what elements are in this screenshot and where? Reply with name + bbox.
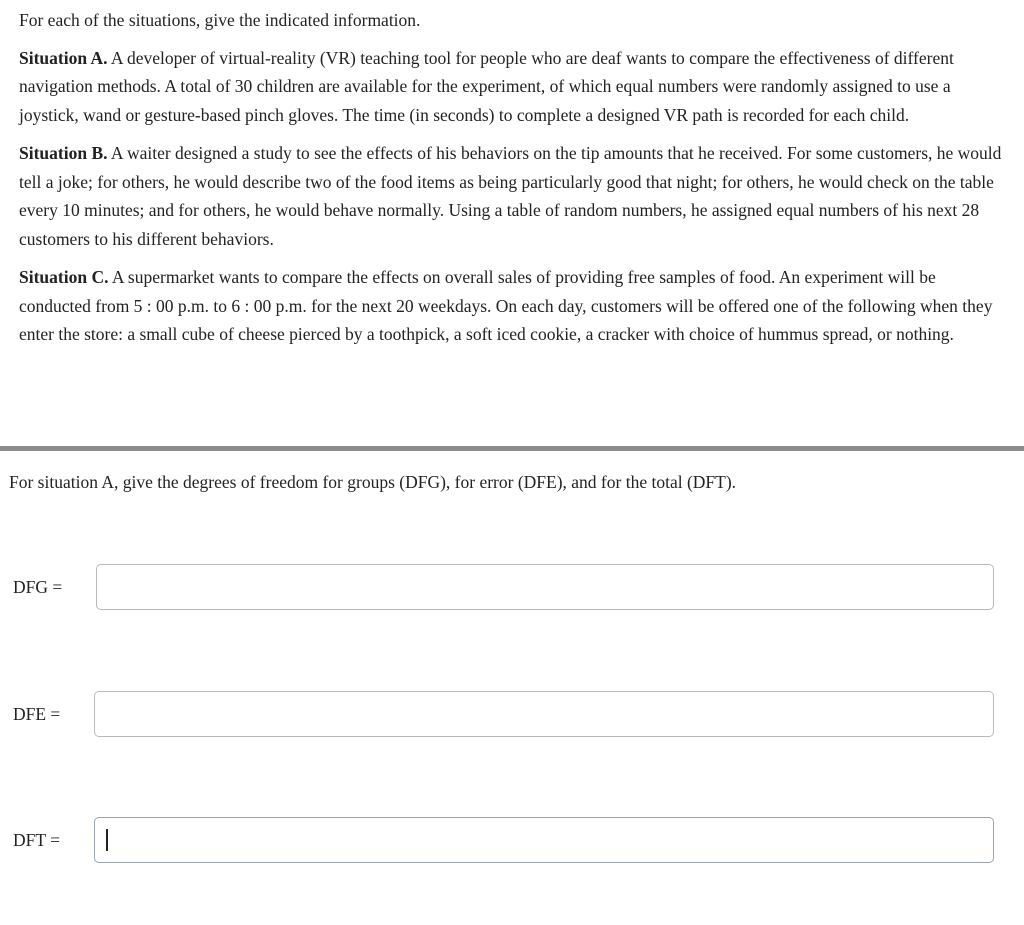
situation-c-title: Situation C. <box>19 267 109 287</box>
dfg-label: DFG = <box>13 577 63 597</box>
dfg-input[interactable] <box>96 564 994 610</box>
situation-a-title: Situation A. <box>19 47 108 68</box>
section-divider <box>0 446 1024 451</box>
dfe-label: DFE = <box>13 704 61 724</box>
problem-statement <box>19 6 1009 359</box>
situation-b-text: A waiter designed a study to see the effects of his behaviors on the tip amounts that he received. For some customers, he would tell a joke; for others, he would describe two of the food items as being particularly good that night; for others, he would check on the table every 10 minutes; and for others, he would behave normally. Using a table of random numbers, he assigned equal numbers of his next 28 customers to his different behaviors. <box>19 143 1002 249</box>
instructions-text: For each of the situations, give the indicated information. <box>19 10 421 30</box>
text-cursor <box>106 829 108 851</box>
dfe-answer-row <box>0 691 1024 737</box>
dft-input[interactable] <box>94 817 994 863</box>
situation-a <box>19 44 1009 130</box>
situation-b <box>19 139 1009 253</box>
dfe-input[interactable] <box>94 691 994 737</box>
situation-c <box>19 263 1009 349</box>
situation-b-title: Situation B. <box>19 143 108 163</box>
dfg-answer-row <box>0 564 1024 610</box>
situation-a-text: A developer of virtual-reality (VR) teaching tool for people who are deaf wants to compare the effectiveness of different navigation methods. A total of 30 children are available for the experiment, of which equal numbers were randomly assigned to use a joystick, wand or gesture-based pinch gloves. The time (in seconds) to complete a designed VR path is recorded for each child. <box>19 47 954 125</box>
dft-answer-row <box>0 817 1024 863</box>
question-prompt: For situation A, give the degrees of freedom for groups (DFG), for error (DFE), and for the total (DFT). <box>9 472 737 492</box>
situation-c-text: A supermarket wants to compare the effects on overall sales of providing free samples of food. An experiment will be conducted from 5 : 00 p.m. to 6 : 00 p.m. for the next 20 weekdays. On each day, customers will be offered one of the following when they enter the store: a small cube of cheese pierced by a toothpick, a soft iced cookie, a cracker with choice of hummus spread, or nothing. <box>19 267 993 344</box>
dft-label: DFT = <box>13 830 60 850</box>
